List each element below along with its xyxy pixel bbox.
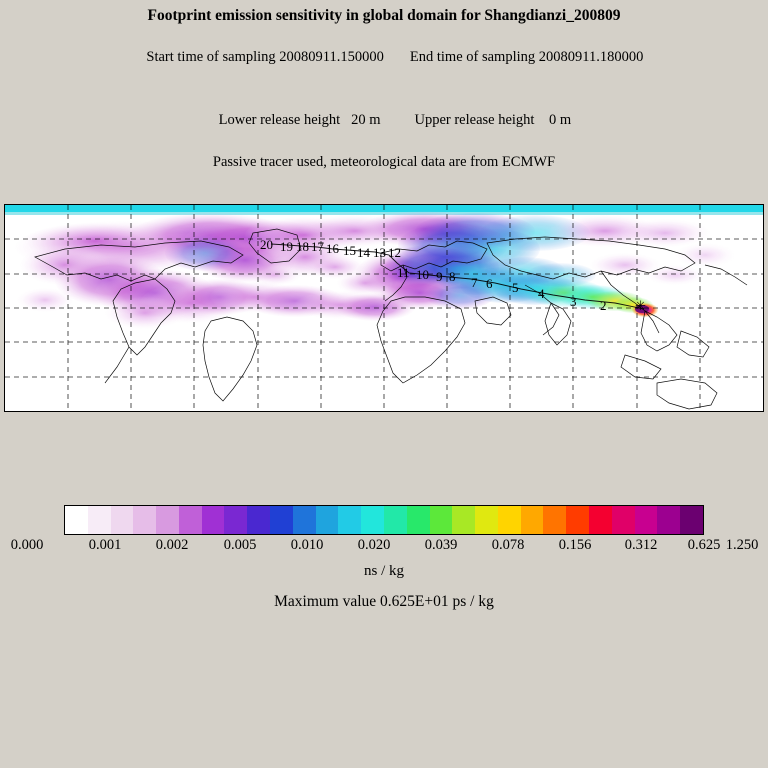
traj-label: 5 bbox=[512, 280, 519, 295]
map-panel bbox=[4, 204, 764, 412]
release-height-line bbox=[0, 89, 768, 152]
colorbar-segment bbox=[657, 506, 680, 534]
tracer-met-line: Passive tracer used, meteorological data are from ECMWF bbox=[212, 154, 556, 170]
colorbar-segment bbox=[361, 506, 384, 534]
colorbar-tick: 1.250 bbox=[725, 537, 759, 553]
traj-label: 2 bbox=[600, 298, 607, 313]
colorbar-segment bbox=[521, 506, 544, 534]
traj-label: 9 bbox=[436, 269, 443, 284]
colorbar-tick: 0.000 bbox=[10, 537, 44, 553]
colorbar-segment bbox=[430, 506, 453, 534]
colorbar-segment bbox=[202, 506, 225, 534]
page-title: Footprint emission sensitivity in global domain for Shangdianzi_200809 bbox=[147, 7, 621, 24]
maximum-value-label: Maximum value 0.625E+01 ps / kg bbox=[274, 593, 494, 610]
traj-label: 14 bbox=[357, 245, 370, 260]
traj-label: 10 bbox=[416, 267, 429, 282]
station-marker-icon: ✳ bbox=[635, 298, 646, 313]
colorbar-segment bbox=[475, 506, 498, 534]
colorbar-segment bbox=[156, 506, 179, 534]
colorbar-segment bbox=[452, 506, 475, 534]
colorbar-segment bbox=[133, 506, 156, 534]
end-time-text: End time of sampling 20080911.180000 bbox=[409, 49, 644, 65]
colorbar-segment bbox=[680, 506, 703, 534]
sampling-time-line bbox=[0, 26, 768, 89]
colorbar-segment bbox=[498, 506, 521, 534]
colorbar-segment bbox=[224, 506, 247, 534]
colorbar-tick: 0.010 bbox=[290, 537, 324, 553]
traj-label: 15 bbox=[343, 243, 356, 258]
colorbar bbox=[64, 505, 704, 535]
colorbar-segment bbox=[270, 506, 293, 534]
lower-release-height-text: Lower release height 20 m bbox=[218, 112, 381, 128]
start-time-text: Start time of sampling 20080911.150000 bbox=[146, 49, 384, 65]
colorbar-segment bbox=[635, 506, 658, 534]
traj-label: 18 bbox=[296, 239, 309, 254]
colorbar-segment bbox=[612, 506, 635, 534]
colorbar-unit-label: ns / kg bbox=[363, 563, 404, 579]
upper-release-height-text: Upper release height 0 m bbox=[414, 112, 572, 128]
colorbar-segment bbox=[338, 506, 361, 534]
colorbar-segment bbox=[407, 506, 430, 534]
colorbar-segment bbox=[566, 506, 589, 534]
colorbar-segment bbox=[179, 506, 202, 534]
colorbar-tick: 0.002 bbox=[155, 537, 189, 553]
traj-label: 7 bbox=[471, 275, 478, 290]
colorbar-segment bbox=[589, 506, 612, 534]
colorbar-segment bbox=[111, 506, 134, 534]
colorbar-tick: 0.625 bbox=[687, 537, 721, 553]
colorbar-tick: 0.039 bbox=[424, 537, 458, 553]
traj-label: 8 bbox=[449, 269, 456, 284]
traj-label: 13 bbox=[373, 245, 386, 260]
colorbar-segment bbox=[543, 506, 566, 534]
map-canvas bbox=[5, 205, 763, 411]
colorbar-segment bbox=[316, 506, 339, 534]
colorbar-segment bbox=[247, 506, 270, 534]
colorbar-tick: 0.005 bbox=[223, 537, 257, 553]
traj-label: 4 bbox=[538, 286, 545, 301]
colorbar-segment bbox=[293, 506, 316, 534]
colorbar-tick: 0.020 bbox=[357, 537, 391, 553]
traj-label: 3 bbox=[570, 294, 577, 309]
traj-label: 11 bbox=[397, 265, 410, 280]
traj-label: 19 bbox=[280, 239, 293, 254]
colorbar-tick: 0.312 bbox=[624, 537, 658, 553]
traj-label: 20 bbox=[260, 237, 273, 252]
map-plot bbox=[5, 205, 763, 411]
colorbar-tick-labels bbox=[0, 537, 768, 553]
traj-label: 6 bbox=[486, 276, 493, 291]
traj-label: 17 bbox=[311, 239, 324, 254]
colorbar-segment bbox=[88, 506, 111, 534]
traj-label: 12 bbox=[388, 245, 401, 260]
colorbar-tick: 0.078 bbox=[491, 537, 525, 553]
title-block bbox=[0, 6, 768, 173]
traj-label: 16 bbox=[326, 241, 339, 256]
colorbar-segment bbox=[65, 506, 88, 534]
colorbar-segment bbox=[384, 506, 407, 534]
colorbar-tick: 0.001 bbox=[88, 537, 122, 553]
colorbar-tick: 0.156 bbox=[558, 537, 592, 553]
